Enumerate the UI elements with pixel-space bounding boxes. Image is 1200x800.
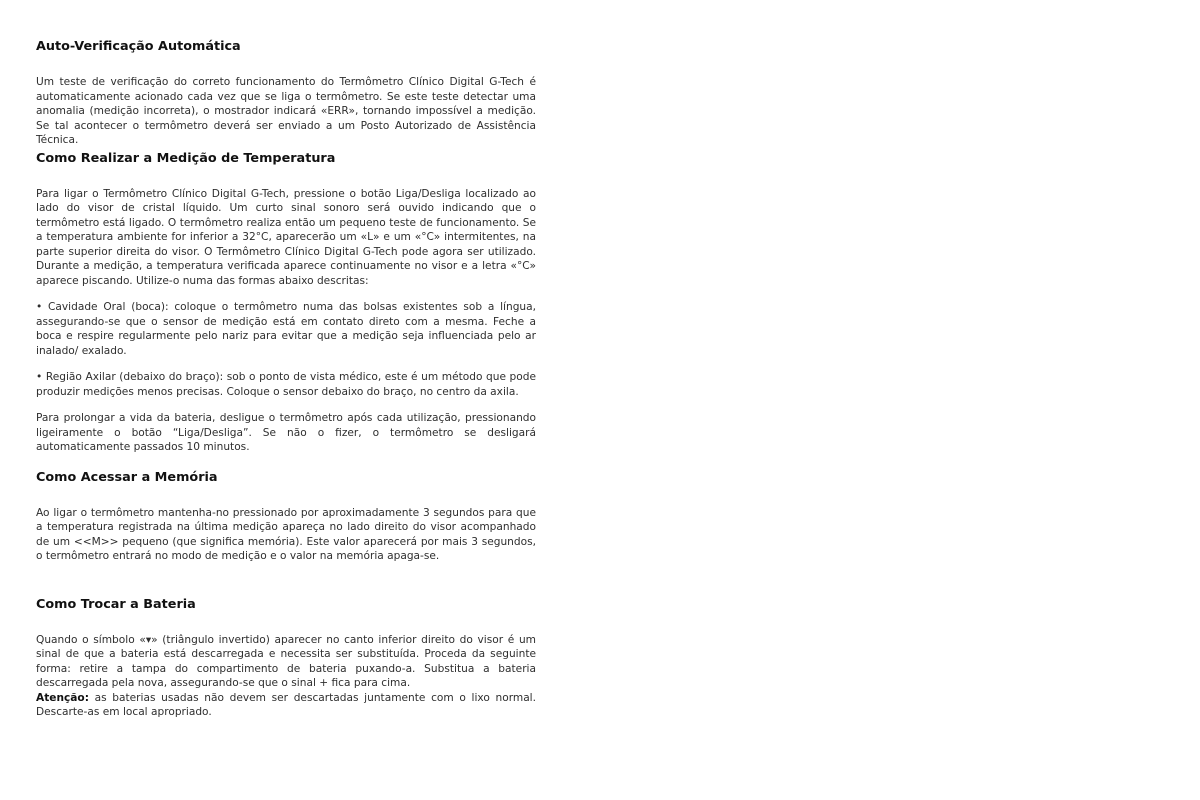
- section-title: Como Realizar a Medição de Temperatura: [36, 150, 336, 166]
- section-trocar-bateria: [36, 596, 536, 720]
- section-title: Como Acessar a Memória: [36, 469, 218, 485]
- section-title: Como Trocar a Bateria: [36, 596, 196, 612]
- warning-label: Atenção:: [36, 691, 89, 704]
- paragraph: Ao ligar o termômetro mantenha-no pressionado por aproximadamente 3 segundos para que a temperatura registrada na última medição apareça no lado direito do visor acompanhado de um <<M>> pequeno (que significa memória). Este valor aparecerá por mais 3 segundos, o termômetro entrará no modo de medição e o valor na memória apaga-se.: [36, 506, 536, 562]
- paragraph: Para prolongar a vida da bateria, desligue o termômetro após cada utilização, pressionando ligeiramente o botão “Liga/Desliga”. Se não o fizer, o termômetro se desligará automaticamente passados 10 minutos.: [36, 412, 536, 453]
- document-column: [36, 38, 536, 720]
- section-medicao-temperatura: [36, 150, 536, 455]
- section-title: Auto-Verificação Automática: [36, 39, 241, 54]
- bullet-regiao-axilar: • Região Axilar (debaixo do braço): sob o ponto de vista médico, este é um método que pode produzir medições menos precisas. Coloque o sensor debaixo do braço, no centro da axila.: [36, 371, 536, 398]
- section-auto-verificacao: [36, 38, 536, 148]
- warning-paragraph: [36, 691, 536, 720]
- warning-text: as baterias usadas não devem ser descartadas juntamente com o lixo normal. Descarte-as em local apropriado.: [36, 691, 536, 718]
- section-acessar-memoria: [36, 469, 536, 564]
- paragraph: Para ligar o Termômetro Clínico Digital G-Tech, pressione o botão Liga/Desliga localizado ao lado do visor de cristal líquido. Um curto sinal sonoro será ouvido indicando que o termômetro está ligado. O termômetro realiza então um pequeno teste de funcionamento. Se a temperatura ambiente for inferior a 32°C, aparecerão um «L» e um «°C» intermitentes, na parte superior direita do visor. O Termômetro Clínico Digital G-Tech pode agora ser utilizado. Durante a medição, a temperatura verificada aparece continuamente no visor e a letra «°C» aparece piscando. Utilize-o numa das formas abaixo descritas:: [36, 187, 536, 287]
- paragraph: Um teste de verificação do correto funcionamento do Termômetro Clínico Digital G-Tech é automaticamente acionado cada vez que se liga o termômetro. Se este teste detectar uma anomalia (medição incorreta), o mostrador indicará «ERR», tornando impossível a medição. Se tal acontecer o termômetro deverá ser enviado a um Posto Autorizado de Assistência Técnica.: [36, 76, 536, 146]
- bullet-cavidade-oral: • Cavidade Oral (boca): coloque o termômetro numa das bolsas existentes sob a língua, assegurando-se que o sensor de medição está em contato direto com a mesma. Feche a boca e respire regularmente pelo nariz para evitar que a medição seja influenciada pelo ar inalado/ exalado.: [36, 301, 536, 357]
- paragraph: Quando o símbolo «▾» (triângulo invertido) aparecer no canto inferior direito do visor é um sinal de que a bateria está descarregada e necessita ser substituída. Proceda da seguinte forma: retire a tampa do compartimento de bateria puxando-a. Substitua a bateria descarregada pela nova, assegurando-se que o sinal + fica para cima.: [36, 633, 536, 689]
